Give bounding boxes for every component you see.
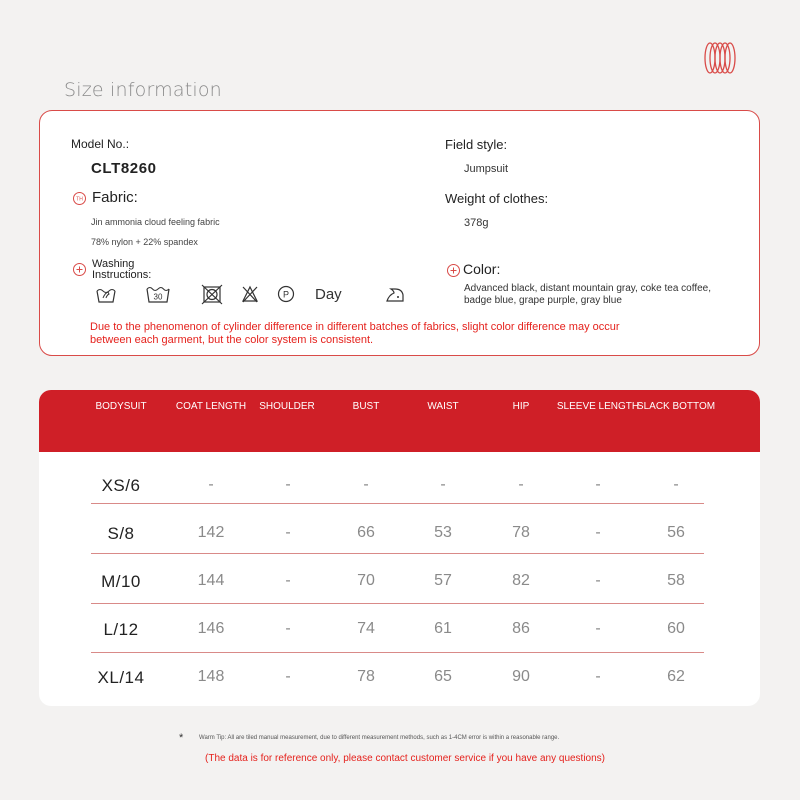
measurement-cell: 86 [512,620,530,637]
header-bodysuit: BODYSUIT [95,401,147,412]
header-sleeve-length: SLEEVE LENGTH [556,401,640,412]
measurement-cell: 146 [197,620,225,637]
fabric-icon [73,192,86,205]
measurement-cell: 56 [667,524,685,541]
no-bleach-icon [241,283,259,305]
size-label: XS/6 [101,476,141,495]
field-style-label: Field style: [445,137,508,152]
measurement-cell: 74 [357,620,375,637]
svg-text:TH: TH [76,196,83,203]
row-divider [91,503,704,504]
weight-value: 378g [464,217,489,229]
color-label: Color: [463,261,501,277]
weight-label: Weight of clothes: [445,191,549,206]
plus-icon [447,264,460,277]
measurement-cell: - [518,476,524,493]
size-label: M/10 [101,572,141,591]
header-waist: WAIST [427,401,459,412]
washing-label-line1: Washing [92,258,135,270]
measurement-cell: 148 [197,668,225,685]
measurement-cell: - [285,524,291,541]
measurement-cell: - [595,476,601,493]
washing-icons [95,283,395,307]
fabric-composition: 78% nylon + 22% spandex [91,237,198,247]
row-divider [91,603,704,604]
measurement-cell: - [363,476,369,493]
model-no-label: Model No.: [71,137,130,151]
measurement-cell: - [595,572,601,589]
measurement-cell: 142 [197,524,225,541]
measurement-cell: 53 [434,524,452,541]
measurement-cell: - [595,620,601,637]
field-style-value: Jumpsuit [464,163,509,175]
measurement-cell: 62 [667,668,685,685]
notice-line1: Due to the phenomenon of cylinder difference in different batches of fabrics, slight color difference may occur [90,321,620,333]
measurement-cell: 60 [667,620,685,637]
wash-temp-text: 30 [153,292,163,302]
header-bust: BUST [352,401,380,412]
measurement-cell: - [285,620,291,637]
color-values-line2: badge blue, grape purple, gray blue [464,295,622,306]
header-shoulder: SHOULDER [259,401,315,412]
size-label: S/8 [107,524,135,543]
washing-label [92,259,151,281]
row-divider [91,652,704,653]
measurement-cell: 78 [357,668,375,685]
product-info-card [39,110,760,356]
no-tumble-dry-icon [201,283,223,305]
measurement-cell: - [285,572,291,589]
wash-30-icon [145,283,171,305]
dry-clean-p-icon [276,283,296,305]
measurement-cell: 58 [667,572,685,589]
tip-star: * [179,732,184,744]
day-label: Day [315,286,342,303]
measurement-cell: - [595,524,601,541]
header-hip: HIP [512,401,530,412]
reference-note: (The data is for reference only, please contact customer service if you have any questions) [205,753,606,764]
section-title: Size information [64,79,222,101]
measurement-cell: 61 [434,620,452,637]
size-table-header [39,390,760,452]
measurement-cell: 65 [434,668,452,685]
size-label: XL/14 [97,668,145,687]
color-difference-notice [90,321,670,347]
fabric-label: Fabric: [92,189,138,206]
measurement-cell: - [440,476,446,493]
measurement-cell: - [208,476,214,493]
measurement-cell: 70 [357,572,375,589]
fabric-description: Jin ammonia cloud feeling fabric [91,217,220,227]
measurement-cell: - [673,476,679,493]
header-slack-bottom: SLACK BOTTOM [636,401,716,412]
color-values [464,283,711,307]
dry-clean-letter: P [282,289,290,300]
color-values-line1: Advanced black, distant mountain gray, coke tea coffee, [464,283,712,294]
measurement-cell: 78 [512,524,530,541]
notice-line2: between each garment, but the color system is consistent. [90,334,374,346]
iron-icon [385,283,405,305]
measurement-cell: - [285,668,291,685]
warm-tip: Warm Tip: All are tiled manual measurement, due to different measurement methods, such as 1-4CM error is within a reasonable range. [199,735,560,741]
model-no-value: CLT8260 [91,160,157,177]
measurement-cell: - [285,476,291,493]
measurement-cell: 57 [434,572,452,589]
measurement-cell: 90 [512,668,530,685]
measurement-cell: 144 [197,572,225,589]
washing-label-line2: Instructions: [92,269,152,281]
size-label: L/12 [103,620,139,639]
measurement-cell: 82 [512,572,530,589]
hand-wash-icon [95,283,117,305]
stacked-rings-logo-icon [702,41,738,75]
header-coat-length: COAT LENGTH [175,401,247,412]
size-table [39,390,760,706]
row-divider [91,553,704,554]
measurement-cell: - [595,668,601,685]
measurement-cell: 66 [357,524,375,541]
plus-icon [73,263,86,276]
